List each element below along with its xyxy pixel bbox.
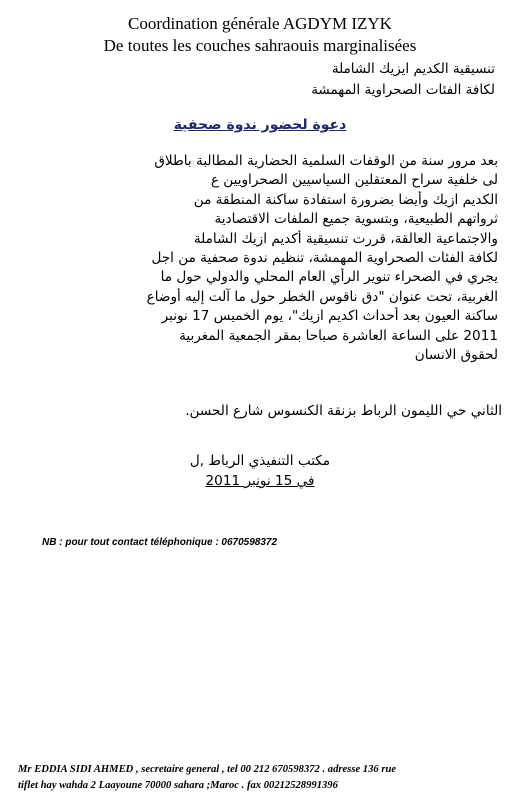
body-line: لكافة الفئات الصحراوية المهمشة، تنظيم ندوة صحفية من اجل: [151, 250, 498, 267]
subject-heading: دعوة لحضور ندوة صحفية: [173, 117, 347, 133]
header-arabic-line1: تنسيقية الكديم ايزيك الشاملة: [331, 61, 495, 77]
signature-office: مكتب التنفيذي الرباط ,ل: [189, 453, 331, 469]
body-line: يجري في الصحراء تنوير الرأي العام المحلي والدولي حول ما: [160, 269, 498, 286]
body-line: ثرواتهم الطبيعية، وبتسوية جميع الملفات الاقتصادية: [214, 211, 498, 228]
body-line: ساكنة العيون بعد أحداث اكديم ازيك"، يوم الخميس 17 نونبر: [161, 308, 498, 325]
footer-line2: tiflet hay wahda 2 Laayoune 70000 sahara ;Maroc . fax 00212528991396: [18, 780, 338, 791]
signature-date: في 15 نونبر 2011: [205, 473, 315, 489]
body-line: 2011 على الساعة العاشرة صباحا بمقر الجمعية المغربية: [179, 327, 498, 344]
nb-contact-note: NB : pour tout contact téléphonique : 0670598372: [42, 537, 278, 548]
footer-line1: Mr EDDIA SIDI AHMED , secretaire general , tel 00 212 670598372 . adresse 136 rue: [18, 764, 397, 775]
header-title-line1: Coordination générale AGDYM IZYK: [128, 14, 392, 33]
body-line: الكديم ازيك وأيضا بضرورة استفادة ساكنة المنطقة من: [193, 191, 498, 208]
body-line: بعد مرور سنة من الوقفات السلمية الحضارية المطالبة باطلاق: [154, 153, 498, 169]
body-line: لى خلفية سراح المعتقلين السياسيين الصحراويين ع: [210, 172, 498, 189]
body-paragraph: [20, 152, 498, 365]
body-line: الغربية، تحت عنوان "دق ناقوس الخطر حول ما آلت إليه أوضاع: [146, 288, 498, 305]
header-arabic-line2: لكافة الفئات الصحراوية المهمشة: [311, 82, 495, 98]
address-line: الثاني حي الليمون الرباط بزنقة الكنسوس شارع الحسن.: [185, 403, 502, 419]
header-title-line2: De toutes les couches sahraouis marginalisées: [103, 36, 417, 55]
body-line: والاجتماعية العالقة، قررت تنسيقية أكديم ازيك الشاملة: [193, 230, 498, 247]
body-line: لحقوق الانسان: [414, 347, 498, 364]
